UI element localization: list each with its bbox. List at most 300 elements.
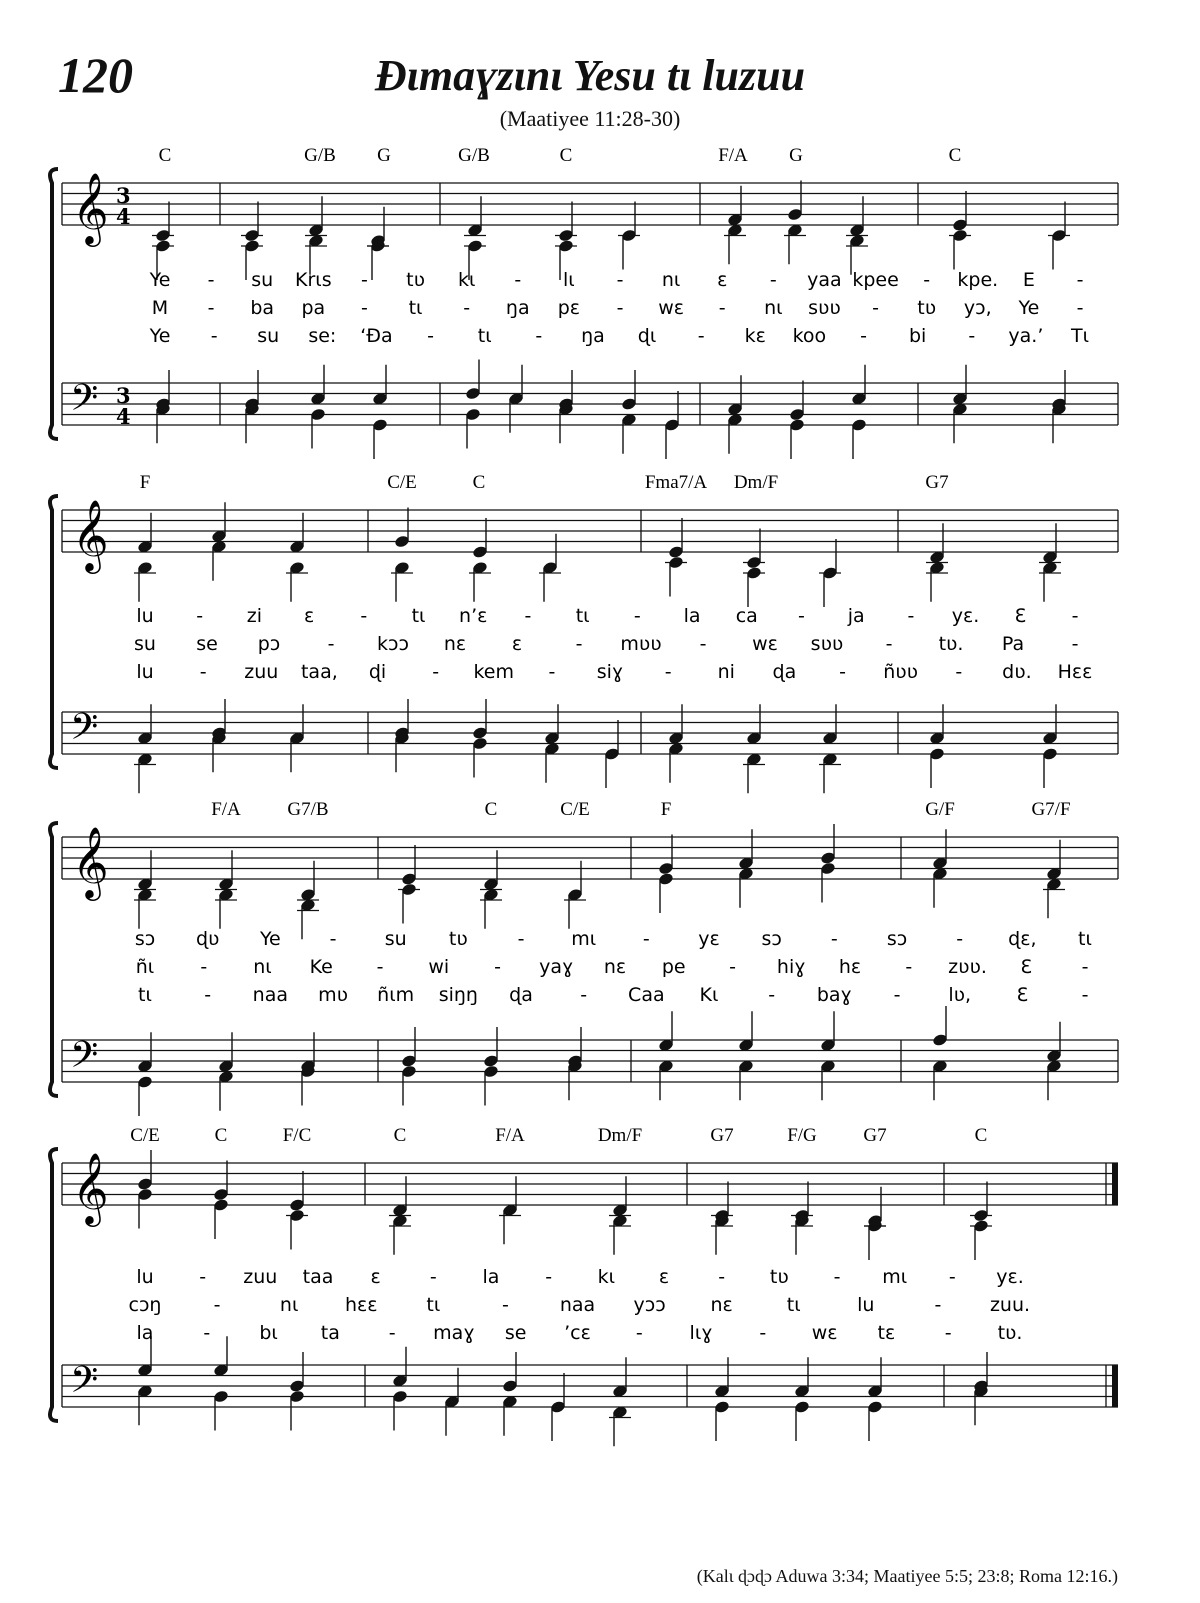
chord-notes: [550, 1373, 566, 1441]
lyric-syllable: -: [360, 605, 368, 627]
chord-symbol: C: [214, 1125, 228, 1146]
chord-notes: [134, 850, 156, 929]
chord-notes: [508, 365, 524, 433]
lyric-syllable: -: [955, 661, 963, 683]
lyric-syllable: zʋʋ.: [948, 956, 987, 978]
lyric-syllable: ba: [250, 297, 275, 319]
lyric-syllable: ñɩm: [377, 984, 415, 1006]
chord-symbol: C: [158, 145, 172, 166]
lyric-syllable: -: [768, 984, 776, 1006]
chord-notes: [305, 196, 327, 275]
lyric-syllable: Ke: [309, 956, 333, 978]
lyric-syllable: ɖi: [368, 661, 387, 683]
time-signature-top: 3: [116, 383, 131, 408]
lyric-syllable: yɛ: [698, 928, 720, 950]
bass-clef-icon: 𝄢: [70, 1034, 99, 1085]
lyric-syllable: -: [207, 269, 215, 291]
lyric-syllable: -: [207, 297, 215, 319]
lyric-syllable: Ɛ: [1020, 956, 1033, 978]
lyric-syllable: yɔ,: [963, 297, 992, 319]
lyric-syllable: -: [514, 269, 522, 291]
chord-notes: [851, 365, 867, 459]
chord-notes: [1039, 523, 1061, 602]
lyric-syllable: -: [361, 297, 368, 319]
lyric-syllable: -: [699, 633, 707, 655]
lyric-syllable: -: [427, 325, 435, 347]
chord-symbol: C: [472, 472, 486, 493]
chord-notes: [155, 370, 171, 443]
lyric-syllable: tɩ: [138, 984, 152, 1006]
system-3: [50, 799, 1118, 1116]
lyric-syllable: ɖɩ: [637, 325, 657, 347]
lyric-syllable: mʋ: [318, 984, 348, 1006]
lyric-syllable: yaɣ: [539, 956, 574, 978]
chord-symbol: G/F: [925, 799, 955, 820]
lyric-syllable: maɣ: [433, 1322, 475, 1344]
lyric-syllable: lɩɣ: [689, 1322, 713, 1344]
lyric-syllable: -: [196, 605, 204, 627]
time-signature-bottom: 4: [116, 404, 131, 429]
lyric-syllable: -: [718, 1266, 726, 1288]
time-signature-bottom: 4: [116, 204, 131, 229]
lyric-syllable: mɩ: [571, 928, 597, 950]
system-4: [50, 1125, 1118, 1446]
lyric-syllable: sʋʋ: [808, 297, 841, 319]
chord-notes: [372, 365, 388, 459]
lyric-syllable: -: [429, 1266, 437, 1288]
chord-symbol: G7: [863, 1125, 887, 1146]
lyric-syllable: -: [718, 297, 726, 319]
chord-notes: [539, 534, 561, 602]
chord-notes: [444, 1368, 460, 1436]
lyric-syllable: su: [257, 325, 280, 347]
lyric-syllable: -: [517, 928, 525, 950]
lyric-syllable: -: [905, 956, 913, 978]
lyric-syllable: Ye: [149, 269, 171, 291]
chord-symbol: G7: [925, 472, 949, 493]
chord-symbol: C/E: [560, 799, 590, 820]
lyric-syllable: la: [683, 605, 701, 627]
lyric-syllable: -: [361, 269, 368, 291]
lyric-syllable: ɛ: [717, 269, 728, 291]
chord-notes: [846, 196, 868, 275]
chord-notes: [137, 1150, 153, 1229]
chord-notes: [932, 1006, 948, 1100]
lyric-syllable: nɩ: [253, 956, 272, 978]
lyric-syllable: ta: [320, 1322, 340, 1344]
lyric-syllable: la: [136, 1322, 154, 1344]
lyric-syllable: se: [196, 633, 218, 655]
lyric-syllable: -: [944, 1322, 952, 1344]
lyric-syllable: kɔɔ: [377, 633, 409, 655]
chord-notes: [215, 850, 237, 929]
chord-notes: [609, 1176, 631, 1255]
chord-symbol: F: [660, 799, 672, 820]
lyric-syllable: -: [199, 1266, 207, 1288]
chord-symbol: G: [789, 145, 803, 166]
lyric-syllable: ɖʋ: [195, 928, 220, 950]
chord-notes: [604, 720, 620, 788]
chord-symbol: C: [974, 1125, 988, 1146]
lyric-syllable: kɛ: [744, 325, 766, 347]
lyric-syllable: -: [633, 605, 641, 627]
lyric-syllable: -: [923, 269, 931, 291]
lyric-syllable: lu: [857, 1294, 875, 1316]
chord-notes: [926, 523, 948, 602]
chord-notes: [738, 1011, 754, 1100]
lyric-syllable: -: [213, 1294, 221, 1316]
lyric-syllable: pe: [661, 956, 686, 978]
chord-notes: [398, 845, 420, 924]
chord-symbol: G: [377, 145, 391, 166]
lyric-syllable: tʋ: [769, 1266, 789, 1288]
chord-notes: [137, 1032, 153, 1116]
lyric-syllable: -: [1076, 269, 1084, 291]
treble-clef-icon: 𝄞: [72, 825, 109, 898]
chord-symbol: G7: [710, 1125, 734, 1146]
lyric-syllable: su: [251, 269, 274, 291]
lyric-syllable: -: [830, 928, 838, 950]
lyric-syllable: -: [956, 928, 964, 950]
lyric-syllable: nɩ: [279, 1294, 299, 1316]
lyric-syllable: bɩ: [259, 1322, 278, 1344]
lyric-syllable: koo: [792, 325, 827, 347]
system-bracket: [50, 1149, 58, 1421]
lyric-syllable: -: [524, 605, 532, 627]
chord-notes: [391, 508, 413, 602]
lyric-syllable: ɖɛ,: [1008, 928, 1037, 950]
lyric-syllable: -: [494, 956, 501, 978]
lyric-syllable: -: [907, 605, 915, 627]
lyric-syllable: Ye: [1018, 297, 1040, 319]
bass-clef-icon: 𝄢: [70, 706, 99, 757]
chord-notes: [480, 850, 502, 929]
lyric-syllable: ‘Đa: [360, 325, 393, 347]
treble-clef-icon: 𝄞: [72, 1151, 109, 1224]
lyric-syllable: ñɩ: [135, 956, 155, 978]
lyric-syllable: nɩ: [661, 269, 681, 291]
lyric-syllable: tʋ: [406, 269, 425, 291]
chord-symbol: C: [948, 145, 962, 166]
chord-symbol: Dm/F: [733, 472, 779, 493]
lyric-syllable: tʋ: [917, 297, 937, 319]
lyric-syllable: kɩ: [457, 269, 476, 291]
lyric-syllable: zuu: [243, 1266, 278, 1288]
chord-notes: [973, 1352, 989, 1425]
lyric-syllable: -: [948, 1266, 956, 1288]
chord-notes: [1048, 202, 1070, 270]
time-signature-top: 3: [116, 183, 131, 208]
chord-notes: [289, 704, 305, 772]
chord-notes: [743, 704, 765, 793]
lyric-syllable: ɖa: [772, 661, 797, 683]
chord-symbol: F/A: [211, 799, 241, 820]
lyric-syllable: taa: [302, 1266, 334, 1288]
chord-notes: [970, 1182, 992, 1261]
lyric-syllable: taa,: [300, 661, 338, 683]
chord-notes: [864, 1187, 886, 1260]
chord-notes: [664, 391, 680, 459]
lyric-syllable: lu: [136, 661, 154, 683]
lyric-syllable: ŋa: [505, 297, 530, 319]
lyric-syllable: -: [575, 633, 583, 655]
chord-notes: [213, 1161, 229, 1240]
lyric-syllable: sʋʋ: [810, 633, 844, 655]
lyric-syllable: ɛ: [303, 605, 315, 627]
lyric-syllable: -: [664, 661, 672, 683]
lyric-syllable: -: [885, 633, 893, 655]
chord-notes: [464, 196, 486, 280]
lyric-syllable: Ye: [149, 325, 171, 347]
system-1: [50, 145, 1118, 459]
lyric-syllable: naa: [252, 984, 288, 1006]
chord-symbol: F/A: [495, 1125, 525, 1146]
lyric-syllable: -: [697, 325, 705, 347]
lyric-syllable: mɩ: [882, 1266, 908, 1288]
scripture-reference: (Maatiyee 11:28-30): [499, 106, 681, 131]
lyric-syllable: bi: [908, 325, 927, 347]
lyric-syllable: yaa: [807, 269, 842, 291]
chord-notes: [499, 1176, 521, 1244]
chord-notes: [297, 861, 319, 940]
lyric-syllable: M: [151, 297, 169, 319]
lyric-syllable: -: [501, 1294, 509, 1316]
treble-clef-icon: 𝄞: [72, 498, 109, 571]
chord-notes: [472, 699, 488, 778]
chord-notes: [134, 704, 156, 793]
chord-notes: [564, 861, 586, 929]
lyric-syllable: Tɩ: [1070, 325, 1090, 347]
lyric-syllable: lɩ: [563, 269, 575, 291]
chord-symbol: C: [393, 1125, 407, 1146]
lyric-syllable: E: [1022, 269, 1035, 291]
lyric-syllable: naa: [559, 1294, 596, 1316]
chord-notes: [867, 1357, 883, 1441]
lyric-syllable: -: [968, 325, 976, 347]
lyric-syllable: -: [833, 1266, 841, 1288]
chord-notes: [213, 1336, 229, 1430]
chord-notes: [137, 1336, 153, 1425]
lyric-syllable: nɩ: [764, 297, 783, 319]
lyric-syllable: yɔɔ: [633, 1294, 666, 1316]
lyric-syllable: Ye: [259, 928, 281, 950]
lyric-syllable: Krɩs: [295, 269, 332, 291]
lyric-syllable: ni: [717, 661, 735, 683]
lyric-syllable: -: [329, 928, 337, 950]
lyric-syllable: ca: [735, 605, 758, 627]
chord-notes: [567, 1027, 583, 1100]
lyric-syllable: pɔ: [257, 633, 281, 655]
lyric-syllable: yɛ.: [951, 605, 980, 627]
chord-notes: [1051, 370, 1067, 443]
lyric-syllable: lu: [136, 1266, 154, 1288]
lyric-syllable: -: [798, 605, 805, 627]
lyric-syllable: pa: [301, 297, 326, 319]
lyric-syllable: ’cɛ: [564, 1322, 591, 1344]
chord-notes: [820, 1011, 836, 1100]
system-bracket: [50, 823, 58, 1096]
lyric-syllable: kem: [473, 661, 515, 683]
lyric-syllable: kpee: [852, 269, 899, 291]
chord-symbol: G7/B: [287, 799, 329, 820]
lyric-syllable: Kɩ: [699, 984, 719, 1006]
hymn-number: 120: [58, 47, 133, 103]
lyric-syllable: -: [616, 269, 624, 291]
cross-references: (Kalɩ ɖɔɖɔ Aduwa 3:34; Maatiyee 5:5; 23:8; Roma 12:16.): [696, 1566, 1118, 1586]
chord-symbol: G7/F: [1031, 799, 1071, 820]
chord-notes: [483, 1027, 499, 1106]
lyric-syllable: Ɛ: [1014, 605, 1027, 627]
lyric-syllable: se:: [308, 325, 337, 347]
lyric-syllable: se: [504, 1322, 527, 1344]
lyric-syllable: -: [934, 1294, 942, 1316]
lyric-syllable: -: [729, 956, 736, 978]
lyric-syllable: Ɛ: [1016, 984, 1029, 1006]
lyric-syllable: hɛɛ: [344, 1294, 378, 1316]
lyric-syllable: tɛ: [877, 1322, 896, 1344]
lyric-syllable: lu: [136, 605, 154, 627]
lyric-syllable: ɛ: [511, 633, 523, 655]
lyric-syllable: la: [482, 1266, 500, 1288]
lyric-syllable: -: [388, 1322, 396, 1344]
lyric-syllable: wɛ: [752, 633, 778, 655]
lyric-syllable: -: [839, 661, 846, 683]
chord-notes: [401, 1027, 417, 1106]
chord-symbol: Fma7/A: [644, 472, 708, 493]
final-barline-thick: [1112, 1163, 1118, 1205]
lyric-syllable: kɩ: [597, 1266, 616, 1288]
lyric-syllable: ya.’: [1008, 325, 1044, 347]
lyric-syllable: nɛ: [443, 633, 467, 655]
lyric-syllable: -: [327, 633, 335, 655]
bass-clef-icon: 𝄢: [70, 377, 99, 428]
lyric-syllable: -: [432, 661, 440, 683]
lyric-syllable: tɩ: [786, 1294, 801, 1316]
chord-symbol: C/E: [387, 472, 417, 493]
chord-notes: [658, 1011, 674, 1100]
final-barline-thick: [1112, 1365, 1118, 1407]
system-2: [50, 472, 1118, 793]
lyric-syllable: ja: [847, 605, 865, 627]
chord-symbol: F/A: [718, 145, 748, 166]
chord-symbol: C: [559, 145, 573, 166]
lyric-syllable: wɛ: [811, 1322, 838, 1344]
lyric-syllable: nɛ: [603, 956, 627, 978]
lyric-syllable: kpe.: [957, 269, 999, 291]
treble-staff: [62, 1151, 1118, 1227]
lyric-syllable: tɩ: [426, 1294, 441, 1316]
chord-notes: [394, 699, 410, 772]
lyric-syllable: pɛ: [557, 297, 581, 319]
lyric-syllable: siɣ: [596, 661, 624, 683]
lyric-syllable: -: [203, 1322, 211, 1344]
lyric-syllable: -: [642, 928, 650, 950]
lyric-syllable: -: [210, 325, 218, 347]
chord-notes: [819, 539, 841, 607]
lyric-syllable: zi: [246, 605, 263, 627]
lyric-syllable: ɛ: [370, 1266, 381, 1288]
lyric-syllable: lʋ,: [948, 984, 972, 1006]
lyric-syllable: sɔ: [134, 928, 156, 950]
lyric-syllable: Hɛɛ: [1057, 661, 1093, 683]
lyric-syllable: tɩ: [408, 297, 423, 319]
lyric-syllable: wɛ: [658, 297, 685, 319]
lyric-syllable: n’ɛ: [459, 605, 488, 627]
lyric-syllable: mʋʋ: [620, 633, 662, 655]
chord-notes: [286, 1171, 308, 1250]
chord-notes: [618, 202, 640, 270]
chord-notes: [743, 529, 765, 608]
lyric-syllable: -: [872, 297, 879, 319]
chord-notes: [658, 835, 674, 914]
chord-notes: [286, 513, 308, 602]
chord-symbol: F/G: [787, 1125, 817, 1146]
lyric-syllable: Pa: [1001, 633, 1025, 655]
lyric-syllable: -: [535, 325, 543, 347]
lyric-syllable: -: [893, 984, 901, 1006]
lyric-syllable: zuu: [244, 661, 279, 683]
lyric-syllable: -: [580, 984, 588, 1006]
chord-notes: [819, 704, 841, 793]
chord-notes: [558, 370, 574, 443]
chord-notes: [1042, 704, 1058, 788]
chord-notes: [310, 365, 326, 449]
hymn-title: Đɩmaɣzɩnɩ Yesu tɩ luzuu: [374, 51, 806, 100]
lyric-syllable: tɩ: [575, 605, 590, 627]
lyric-syllable: -: [545, 1266, 553, 1288]
lyric-syllable: hɛ: [838, 956, 862, 978]
lyric-syllable: zuu.: [989, 1294, 1031, 1316]
chord-notes: [211, 699, 227, 772]
lyric-syllable: -: [769, 269, 777, 291]
chord-notes: [665, 518, 687, 597]
chord-notes: [789, 381, 805, 460]
chord-notes: [929, 704, 945, 788]
system-bracket: [50, 496, 58, 768]
chord-notes: [791, 1182, 813, 1255]
chord-notes: [300, 1032, 316, 1105]
chord-notes: [711, 1182, 733, 1255]
lyric-syllable: baɣ: [816, 984, 852, 1006]
lyric-syllable: -: [635, 1322, 643, 1344]
chord-notes: [820, 824, 836, 903]
lyric-syllable: ñʋʋ: [883, 661, 919, 683]
lyric-syllable: -: [860, 325, 867, 347]
lyric-syllable: tʋ: [448, 928, 468, 950]
chord-symbol: C: [484, 799, 498, 820]
chord-symbol: G/B: [304, 145, 336, 166]
lyric-syllable: sɔ: [886, 928, 908, 950]
lyric-syllable: dʋ.: [1002, 661, 1032, 683]
chord-symbol: G/B: [458, 145, 490, 166]
lyric-syllable: tɩ: [411, 605, 426, 627]
chord-symbol: F: [139, 472, 151, 493]
lyric-syllable: ŋa: [581, 325, 605, 347]
system-bracket: [50, 169, 58, 439]
lyric-syllable: -: [1071, 633, 1079, 655]
lyric-syllable: nɛ: [710, 1294, 733, 1316]
lyric-syllable: sɔ: [761, 928, 782, 950]
lyric-syllable: -: [616, 297, 624, 319]
chord-notes: [609, 1357, 631, 1446]
lyric-syllable: -: [548, 661, 556, 683]
chord-symbol: C/E: [130, 1125, 160, 1146]
lyric-syllable: wi: [428, 956, 450, 978]
lyric-syllable: -: [1081, 984, 1089, 1006]
chord-symbol: F/C: [282, 1125, 312, 1146]
lyric-syllable: tʋ.: [938, 633, 964, 655]
lyric-syllable: siŋŋ: [438, 984, 478, 1006]
